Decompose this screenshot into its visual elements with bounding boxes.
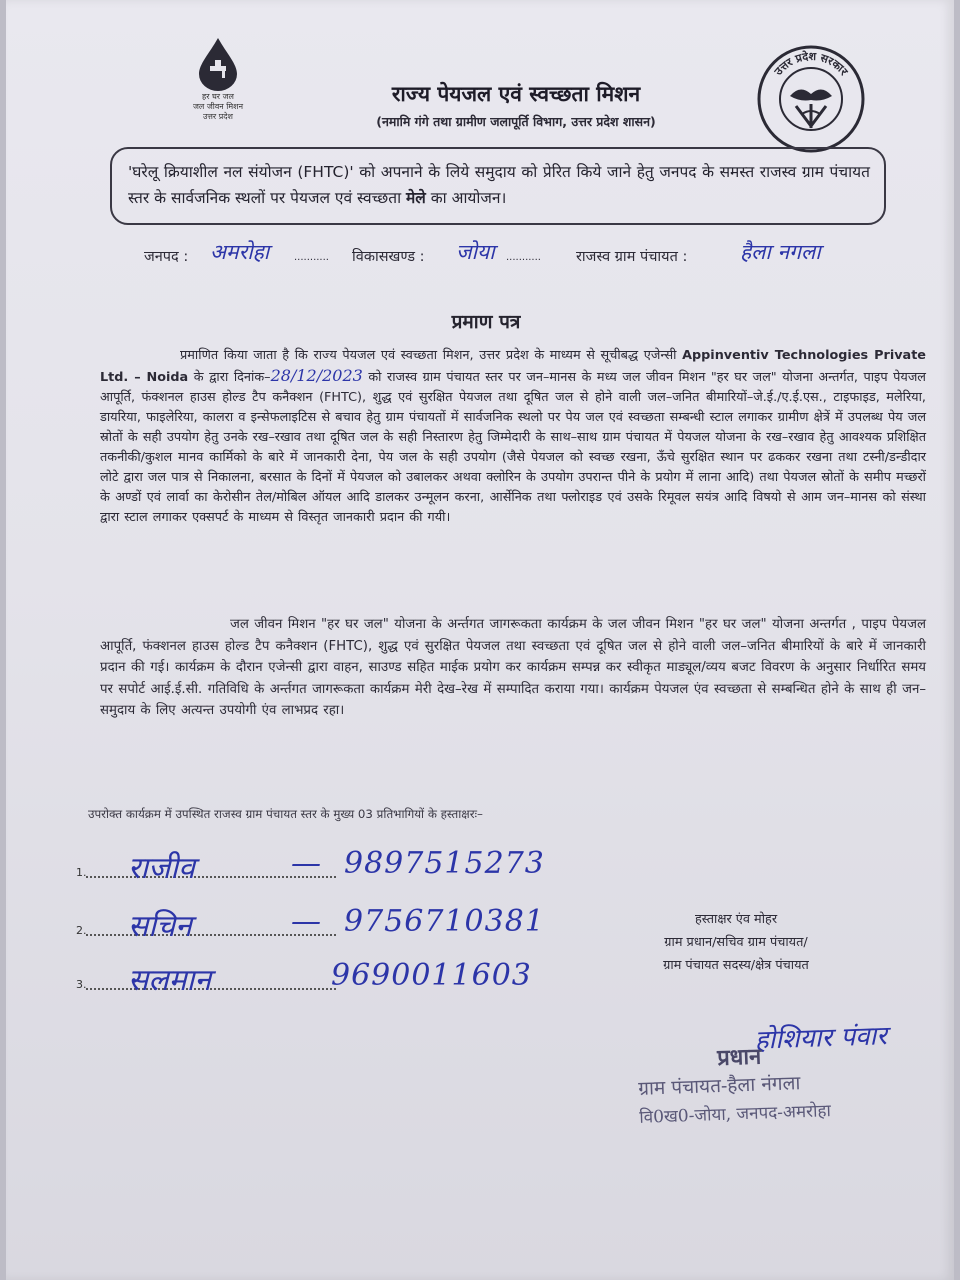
participant-name: राजीव xyxy=(128,851,195,886)
har-ghar-jal-logo xyxy=(178,36,258,122)
signature-seal-block xyxy=(616,908,856,977)
seal-heading: हस्ताक्षर एंव मोहर xyxy=(694,912,778,927)
district-dots: ........... xyxy=(294,252,329,263)
panchayat-value: हैला नगला xyxy=(740,240,821,264)
block-label: विकासखण्ड : xyxy=(352,249,425,265)
para1-text-a: प्रमाणित किया जाता है कि राज्य पेयजल एवं स्वच्छता मिशन, उत्तर प्रदेश के माध्यम से सूचीबद्ध एजेन्सी xyxy=(180,348,683,363)
participant-number: 2. xyxy=(76,924,87,937)
emblem-text: उत्तर प्रदेश सरकार xyxy=(771,49,851,78)
water-drop-icon xyxy=(195,36,241,92)
banner-text-1: 'घरेलू क्रियाशील नल संयोजन (FHTC)' को अपनाने के लिये समुदाय को प्रेरित किये जाने हेतु जनपद के समस्त राजस्व ग्राम पंचायत स्तर के सार्वजनिक स्थलों पर पेयजल एवं स्वच्छता xyxy=(128,163,870,207)
participant-number: 3. xyxy=(76,978,87,991)
participant-dash: — xyxy=(291,904,321,939)
logo-caption-3: उत्तर प्रदेश xyxy=(203,112,233,121)
participant-name: सचिन xyxy=(128,909,192,944)
location-fields xyxy=(144,240,904,274)
page-subtitle: (नमामि गंगे तथा ग्रामीण जलापूर्ति विभाग, उत्तर प्रदेश शासन) xyxy=(376,114,656,129)
banner-text-bold: मेले xyxy=(406,189,426,207)
seal-line-2: ग्राम प्रधान/सचिव ग्राम पंचायत/ xyxy=(664,935,808,950)
up-government-emblem-icon xyxy=(756,44,866,154)
logo-caption-1: हर घर जल xyxy=(202,92,234,101)
page-title: राज्य पेयजल एवं स्वच्छता मिशन xyxy=(391,82,641,106)
certificate-title: प्रमाण पत्र xyxy=(451,311,521,333)
district-label: जनपद : xyxy=(144,249,189,265)
pradhan-signature: होशियार पंवार xyxy=(754,1021,888,1056)
participant-row-3 xyxy=(76,958,636,1002)
block-value: जोया xyxy=(456,240,495,264)
participant-number: 1. xyxy=(76,866,87,879)
agency-name: Appinventiv Technologies Private Ltd. – Noida xyxy=(100,348,926,385)
participant-dash: — xyxy=(291,846,321,881)
participant-row-1 xyxy=(76,846,636,890)
district-value: अमरोहा xyxy=(210,240,270,264)
logo-caption-2: जल जीवन मिशन xyxy=(192,102,244,111)
panchayat-label: राजस्व ग्राम पंचायत : xyxy=(576,249,688,265)
certificate-paragraph-1 xyxy=(100,346,926,528)
participant-phone: 9756710381 xyxy=(344,904,545,939)
stamp-block-district: वि0ख0-जोया, जनपद-अमरोहा xyxy=(638,1101,832,1128)
para1-text-b: के द्वारा दिनांक– xyxy=(188,370,271,385)
pradhan-stamp xyxy=(626,1015,926,1128)
participant-row-2 xyxy=(76,904,636,948)
stamp-panchayat: ग्राम पंचायत-हैला नंगला xyxy=(637,1072,801,1100)
event-date: 28/12/2023 xyxy=(270,366,363,385)
block-dots: ........... xyxy=(506,252,541,263)
event-banner xyxy=(110,147,886,225)
participants-intro: उपरोक्त कार्यक्रम में उपस्थित राजस्व ग्राम पंचायत स्तर के मुख्य 03 प्रतिभागियों के हस्ताक्षरः– xyxy=(88,807,483,821)
certificate-page xyxy=(6,0,954,1280)
certificate-paragraph-2: जल जीवन मिशन "हर घर जल" योजना के अर्न्तगत जागरूकता कार्यक्रम के जल जीवन मिशन "हर घर जल" योजना अन्तर्गत , पाइप पेयजल आपूर्ति, फंक्शनल हाउस होल्ड टैप कनैक्शन (FHTC), शुद्ध एवं सुरक्षित पेयजल तथा स्वच्छता एवं दूषित जल से होने वाली जल–जनित बीमारियों के बारे में जानकारी प्रदान की गई। कार्यक्रम के दौरान एजेन्सी द्वारा वाहन, साउण्ड सहित माईक प्रयोग कर कार्यक्रम सम्पन्न कर स्वीकृत माड्यूल/व्यय बजट विवरण के अनुसार निर्धारित समय पर सपोर्ट आई.ई.सी. गतिविधि के अर्न्तगत जागरूकता कार्यक्रम मेरी देख–रेख में सम्पादित कराया गया। कार्यक्रम पेयजल एंव स्वच्छता से सम्बन्धित होने के साथ ही जन–समुदाय के लिए अत्यन्त उपयोगी एंव लाभप्रद रहा। xyxy=(100,617,926,718)
banner-text-2: का आयोजन। xyxy=(425,189,507,207)
participant-name: सलमान xyxy=(128,963,211,998)
para1-text-c: को राजस्व ग्राम पंचायत स्तर पर जन–मानस के मध्य जल जीवन मिशन "हर घर जल" योजना अन्तर्गत, पाइप पेयजल आपूर्ति, फंक्शनल हाउस होल्ड टैप कनैक्शन (FHTC), शुद्ध एवं सुरक्षित पेयजल तथा दूषित जल से होने वाली जल–जनित बीमारियों–जे.ई./ए.ई.एस., टाइफाइड, मलेरिया, डायरिया, फाइलेरिया, कालरा व इन्सेफलाइटिस से बचाव हेतु ग्राम पंचायतों में सार्वजनिक स्थलो पर पेय जल एवं स्वच्छता सम्बन्धी स्टाल लगाकर ग्रामीण क्षेत्रें में उपलब्ध पेय जल स्रोतों के सही उपयोग हेतु उनके रख–रखाव तथा दूषित जल के सही निस्तारण हेतु जिम्मेदारी के साथ–साथ ग्राम पंचायत में पेयजल योजना के रख–रखाव हेतु आवश्यक प्रशिक्षित तकनीकी/कुशल मानव कार्मिको के बारे में जानकारी देना, पेय जल के सही उपयोग (जैसे पेयजल को स्वच्छ रखना, ऊँचे सुरक्षित स्थान पर ढककर रखना तथा टस्नी/डन्डीदार लोटे द्वारा जल पात्र से निकालना, बरसात के दिनों में पेयजल को उबालकर अथवा क्लोरिन के उपयोग उपरान्त पीने के प्रयोग में लाना आदि) तथा पेयजल स्रोतों के समीप मच्छरों के अण्डों एवं लार्वा का केरोसीन तेल/मोबिल ऑयल आदि डालकर उन्मूलन करना, आर्सेनिक तथा फ्लोराइड एवं उसके रिमूवल सयंत्र आदि विषयो से आम जन–मानस को संस्था द्वारा स्टाल लगाकर एक्सपर्ट के माध्यम से विस्तृत जानकारी प्रदान की गयी। xyxy=(100,370,926,525)
signature-line xyxy=(86,988,336,990)
participant-phone: 9690011603 xyxy=(331,958,532,993)
participant-phone: 9897515273 xyxy=(344,846,545,881)
stamp-title: प्रधान xyxy=(716,1043,762,1072)
seal-line-3: ग्राम पंचायत सदस्य/क्षेत्र पंचायत xyxy=(663,958,809,973)
